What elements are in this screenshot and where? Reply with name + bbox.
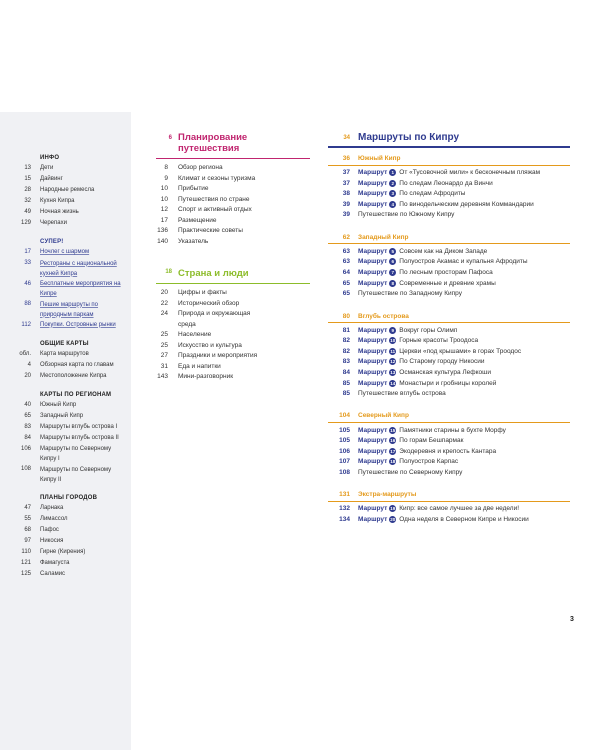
route-label: Маршрут [358,447,388,455]
entry-label: По следам Афродиты [399,190,466,198]
page-number: 106 [20,445,31,452]
route-entry[interactable] [328,367,570,378]
route-entry[interactable] [328,199,570,210]
entry-label: По лесным просторам Пафоса [399,269,493,277]
entry-label: Население [178,331,212,338]
route-entry[interactable] [328,188,570,199]
toc-entry-continuation [150,320,310,331]
item-label: Дети [40,165,54,171]
sidebar-item[interactable] [0,464,131,485]
page-number: 112 [21,321,31,328]
item-label: Обзорная карта по главам [40,361,114,368]
entry-label: Османская культура Лефкоши [399,369,491,376]
page-number: 17 [160,216,168,224]
sidebar-item[interactable] [0,536,131,547]
route-label: Маршрут [358,326,388,334]
chapter-title-line: Планирование [178,132,248,143]
route-number-badge: 2 [389,180,396,187]
route-entry[interactable] [328,278,570,289]
item-label: Рестораны с национальной кухней Кипра [40,260,117,277]
item-label: Пешие маршруты по природным паркам [40,301,99,318]
section-number: 104 [339,412,350,420]
page-number-footer: 3 [570,616,574,623]
item-label: Западный Кипр [40,412,84,419]
route-number-badge: 7 [389,269,396,276]
toc-entry[interactable] [150,205,310,216]
route-entry[interactable] [328,335,570,346]
route-label: Маршрут [358,379,388,387]
route-number-badge: 8 [389,280,396,287]
item-label: Южный Кипр [40,401,77,408]
chapter-divider [156,283,310,284]
route-entry[interactable] [328,167,570,178]
item-label: Ларнака [40,504,64,511]
chapter-planning-header[interactable] [150,132,310,154]
page-number: 83 [24,423,31,430]
section-title: Вглубь острова [358,312,409,320]
page-number: 38 [342,190,350,198]
page-number: 47 [24,504,31,511]
entry-label: Совсем как на Диком Западе [399,247,488,255]
page-number: 132 [339,505,350,513]
sidebar-section-title-maps: ОБЩИЕ КАРТЫ [40,340,89,347]
route-entry[interactable] [328,246,570,257]
route-number-badge: 1 [389,169,396,176]
item-label: Бесплатные мероприятия на Кипре [40,281,121,297]
entry-label: Цифры и факты [178,289,227,296]
sidebar-content [0,154,131,580]
entry-label: Одна неделя в Северном Кипре и Никосии [399,515,529,523]
item-label: Маршруты вглубь острова I [40,423,118,430]
sidebar-link[interactable] [0,247,131,258]
item-label: Пафос [40,526,59,533]
toc-entry[interactable] [150,372,310,383]
page-number: 97 [24,537,31,544]
sidebar-item[interactable] [0,503,131,514]
route-entry[interactable] [328,257,570,268]
route-label: Маршрут [358,179,388,187]
route-label: Маршрут [358,258,388,266]
item-label: Дайвинг [40,176,63,182]
item-label: Фамагуста [40,559,70,566]
entry-label: Исторический обзор [178,299,240,307]
route-number-badge: 4 [389,201,396,208]
route-label: Маршрут [358,200,388,208]
route-label: Маршрут [358,269,388,277]
entry-label: Кипр: все самое лучшее за две недели! [399,505,520,513]
route-number-badge: 19 [390,506,396,512]
page-number: 134 [339,515,350,523]
sidebar-section-title-super: СУПЕР! [40,239,64,245]
route-summary-entry[interactable] [328,467,570,478]
route-entry[interactable] [328,346,570,357]
entry-label: Прибытие [178,185,209,192]
entry-label: Вокруг горы Олимп [399,326,458,334]
route-number-badge: 20 [390,516,396,522]
route-number-badge: 6 [389,258,396,265]
page-number: 121 [20,559,31,566]
route-label: Маршрут [358,515,388,523]
page-number: 49 [24,209,31,215]
page-number: 125 [20,570,31,577]
page-number: 85 [342,390,350,398]
route-summary-entry[interactable] [328,388,570,399]
page-number: 32 [24,198,31,204]
sidebar-item[interactable] [0,433,131,444]
entry-label: Путешествие по Северному Кипру [358,468,463,476]
page-number: 4 [27,361,31,368]
route-label: Маршрут [358,279,388,287]
route-entry[interactable] [328,325,570,336]
contents-column-middle [150,132,310,383]
page-number: 63 [342,247,350,255]
entry-label: Полуостров Карпас [399,458,459,466]
toc-entry[interactable] [150,226,310,237]
item-label: Народные ремесла [40,187,95,193]
page-number: 85 [342,379,350,387]
entry-label: По Старому городу Никосии [399,358,485,366]
entry-label: Путешествие по Южному Кипру [358,211,455,219]
route-section-header[interactable] [328,310,570,322]
route-label: Маршрут [358,505,388,513]
route-label: Маршрут [358,458,388,466]
item-label: Местоположение Кипра [40,372,107,379]
entry-label: По винодельческим деревням Коммандарии [399,200,534,208]
sidebar-item[interactable] [0,218,131,229]
route-section-header[interactable] [328,231,570,243]
page-number: 12 [160,206,168,213]
page-number: 82 [342,337,350,345]
contents-column-routes [328,132,570,531]
page-number: 108 [339,468,350,476]
sidebar-link[interactable] [0,258,131,279]
route-label: Маршрут [358,369,388,376]
sidebar-item[interactable] [0,371,131,382]
route-entry[interactable] [328,178,570,189]
route-entry[interactable] [328,457,570,468]
sidebar-item[interactable] [0,174,131,185]
item-label: Маршруты по Северному Кипру I [40,446,112,462]
toc-entry[interactable] [150,351,310,362]
section-number: 131 [339,491,350,499]
page-number: 10 [160,195,168,203]
page-number: 143 [157,373,168,380]
toc-entry[interactable] [150,216,310,227]
entry-label: Мини-разговорник [178,373,234,380]
page-number: 81 [342,326,350,334]
route-section-header[interactable] [328,489,570,501]
page-number: 65 [24,412,31,419]
page-number: 9 [164,174,168,182]
route-number-badge: 10 [390,338,396,344]
page-number: 20 [160,289,168,296]
item-label: Лимассол [40,515,68,522]
chapter-divider [328,146,570,148]
entry-label: По следам Леонардо да Винчи [399,179,493,187]
item-label: Черепахи [40,220,67,226]
chapter-divider [156,158,310,159]
route-entry[interactable] [328,446,570,457]
entry-label: Горные красоты Троодоса [399,337,479,345]
route-number-badge: 15 [390,427,396,433]
route-section-header[interactable] [328,153,570,165]
page-number: 88 [24,301,31,307]
page-number: 17 [24,249,31,255]
toc-entry[interactable] [150,362,310,373]
page-number: 105 [339,426,350,434]
entry-label: Климат и сезоны туризма [178,174,256,182]
sidebar-section-title-info: ИНФО [40,155,60,161]
page-number: 24 [160,310,168,317]
item-label: Саламис [40,570,66,577]
chapter-country-header[interactable] [150,268,310,279]
toc-entry[interactable] [150,174,310,185]
route-label: Маршрут [358,437,388,445]
page-number: 13 [24,165,31,171]
page-number: 140 [157,237,168,245]
section-title: Западный Кипр [358,233,409,241]
page-number [150,320,178,331]
sidebar-item[interactable] [0,360,131,371]
sidebar-section-title-city-plans: ПЛАНЫ ГОРОДОВ [40,494,98,501]
chapter-title: Маршруты по Кипру [358,132,460,143]
page-number: 84 [24,434,31,441]
item-label: Ночная жизнь [40,209,79,215]
entry-label: Указатель [178,237,209,245]
item-label: Никосия [40,537,64,544]
toc-entry[interactable] [150,237,310,248]
entry-label: Еда и напитки [178,362,221,370]
route-entry[interactable] [328,514,570,525]
sidebar-item[interactable] [0,547,131,558]
sidebar-item[interactable] [0,163,131,174]
sidebar-link[interactable] [0,279,131,300]
sidebar-link[interactable] [0,299,131,320]
route-entry[interactable] [328,504,570,515]
entry-label: От «Тусовочной мили» к бесконечным пляжам [399,169,541,177]
route-number-badge: 5 [389,248,396,255]
item-label: Карта маршрутов [40,350,89,357]
chapter-title [178,132,247,154]
entry-label: По горам Бешпармак [399,437,464,445]
toc-entry[interactable] [150,195,310,206]
chapter-number: 18 [165,269,172,275]
route-number-badge: 3 [389,190,396,197]
page-number: 39 [342,211,350,219]
toc-entry[interactable] [150,163,310,174]
route-number-badge: 11 [390,348,396,354]
route-label: Маршрут [358,358,388,366]
entry-label: Праздники и мероприятия [178,352,258,359]
route-summary-entry[interactable] [328,210,570,221]
page-number: 10 [160,185,168,192]
entry-label: Спорт и активный отдых [178,206,252,213]
route-number-badge: 14 [390,380,396,386]
entry-label: Природа и окружающая [178,310,251,317]
page-number: 65 [342,279,350,287]
section-number: 80 [342,312,350,320]
entry-label: Путешествие по Западному Кипру [358,290,462,298]
toc-entry[interactable] [150,309,310,320]
sidebar-item[interactable] [0,349,131,360]
route-entry[interactable] [328,378,570,389]
item-label: Гирне (Кирения) [40,548,86,555]
item-label: Маршруты вглубь острова II [40,434,119,441]
item-label: Покупки. Островные рынки [40,321,116,328]
toc-entry[interactable] [150,299,310,310]
route-entry[interactable] [328,425,570,436]
entry-label: Церкви «под крышами» в горах Троодос [399,347,522,355]
page-number: 84 [342,369,350,376]
page-number: 105 [339,437,350,445]
toc-entry[interactable] [150,341,310,352]
entry-label: Монастыри и гробницы королей [399,379,497,387]
page-number: 25 [160,341,168,349]
route-label: Маршрут [358,169,388,177]
entry-label: Обзор региона [178,164,223,171]
route-entry[interactable] [328,435,570,446]
entry-label: среда [178,320,196,328]
page-number: 27 [160,352,168,359]
route-label: Маршрут [358,347,388,355]
chapter-routes-header[interactable] [328,132,570,143]
sidebar-section-title-region-maps: КАРТЫ ПО РЕГИОНАМ [40,391,112,398]
page-number: 28 [24,187,31,193]
page-number: 33 [24,260,31,266]
page-number: 31 [160,362,168,370]
page-number: 8 [164,164,168,171]
route-number-badge: 13 [390,370,396,375]
sidebar-link[interactable] [0,320,131,331]
entry-label: Размещение [178,216,217,224]
page-number: 82 [342,347,350,355]
page-number: 55 [24,515,31,522]
page-number: 39 [342,200,350,208]
route-number-badge: 12 [390,359,396,365]
route-label: Маршрут [358,247,388,255]
page-number: 37 [342,179,350,187]
route-label: Маршрут [358,190,388,198]
sidebar-item[interactable] [0,444,131,465]
section-number: 62 [342,233,350,241]
section-title: Экстра-маршруты [358,491,417,499]
route-label: Маршрут [358,426,388,434]
sidebar-item[interactable] [0,400,131,411]
toc-entry[interactable] [150,330,310,341]
sidebar-item[interactable] [0,196,131,207]
page-number: 40 [24,401,31,408]
route-section-header[interactable] [328,410,570,422]
route-entry[interactable] [328,357,570,368]
page-number: 129 [20,220,31,226]
page-number: 68 [24,526,31,533]
page-number: 25 [160,331,168,338]
item-label: Кухня Кипра [40,198,75,204]
entry-label: Искусство и культура [178,341,242,349]
sidebar-item[interactable] [0,569,131,580]
page-number: 136 [157,227,168,234]
route-label: Маршрут [358,337,388,345]
sidebar-item[interactable] [0,422,131,433]
chapter-title: Страна и люди [178,268,249,279]
route-number-badge: 18 [390,459,396,465]
sidebar-item[interactable] [0,558,131,569]
page-number: 22 [160,299,168,307]
section-number: 36 [342,155,350,162]
item-label: Маршруты по Северному Кипру II [40,466,112,483]
chapter-number: 6 [168,135,172,141]
page-number: 106 [339,447,350,455]
page-number: 63 [342,258,350,266]
chapter-title-line: путешествия [178,143,240,154]
page-number: 108 [20,466,31,472]
page-number: 15 [24,176,31,182]
chapter-number: 34 [343,134,350,141]
page-number: 107 [339,458,350,466]
page-number: 83 [342,358,350,366]
page-number: 65 [342,290,350,298]
toc-entry[interactable] [150,184,310,195]
entry-label: Полуостров Акамас и купальня Афродиты [399,258,528,266]
toc-entry[interactable] [150,288,310,299]
sidebar-item[interactable] [0,514,131,525]
entry-label: Путешествие вглубь острова [358,390,446,398]
route-entry[interactable] [328,267,570,278]
page-number: 37 [342,169,350,177]
sidebar-item[interactable] [0,411,131,422]
entry-label: Современные и древние храмы [399,279,496,287]
sidebar-item[interactable] [0,185,131,196]
entry-label: Путешествия по стране [178,195,250,203]
item-label: Ночлег с шармом [40,249,90,255]
page-number: 110 [21,548,31,555]
page-number: 64 [342,269,350,277]
section-title: Северный Кипр [358,412,409,420]
entry-label: Памятники старины в бухте Морфу [399,426,506,434]
sidebar-item[interactable] [0,525,131,536]
entry-label: Экодеревня и крепость Кантара [399,447,497,455]
page-number: обл. [19,350,31,357]
route-number-badge: 16 [390,438,396,444]
sidebar [0,112,131,750]
section-title: Южный Кипр [358,155,401,162]
route-number-badge: 9 [389,327,396,334]
route-number-badge: 17 [390,448,396,454]
sidebar-item[interactable] [0,207,131,218]
page-number: 20 [24,372,31,379]
route-summary-entry[interactable] [328,288,570,299]
route-sections [328,153,570,531]
entry-label: Практические советы [178,227,243,234]
page-number: 46 [24,280,31,287]
